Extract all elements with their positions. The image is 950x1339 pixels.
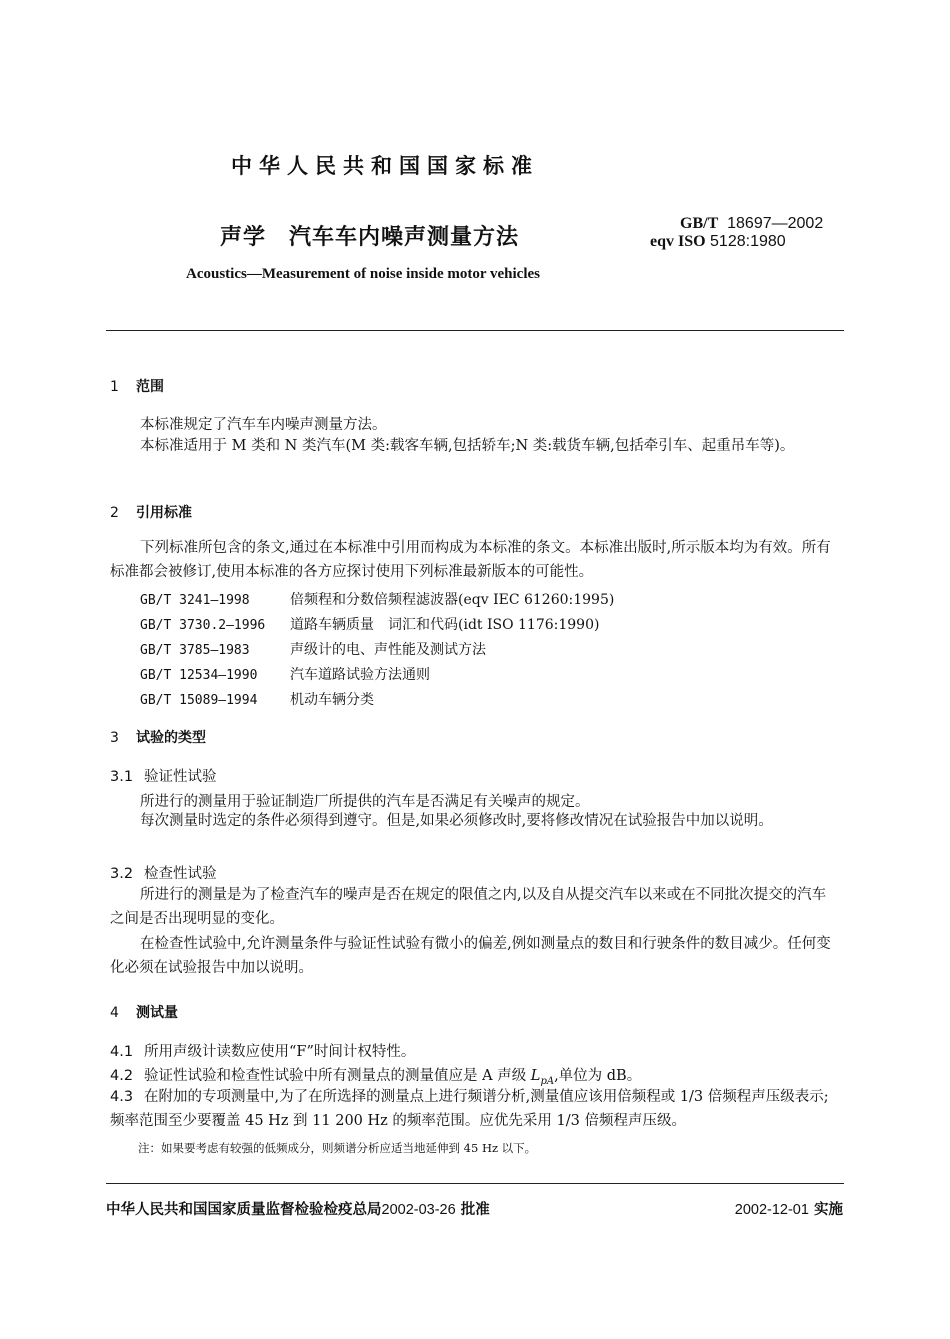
section-title: 测试量 [136, 1005, 178, 1021]
section-1-heading [110, 376, 164, 396]
subsection-text: 所用声级计读数应使用“F”时间计权特性。 [144, 1044, 416, 1060]
reference-title: 道路车辆质量 词汇和代码(idt ISO 1176:1990) [290, 617, 600, 633]
note: 注：如果要考虑有较强的低频成分，则频谱分析应适当地延伸到 45 Hz 以下。 [138, 1141, 537, 1155]
sound-level-subscript: pA [540, 1075, 555, 1087]
reference-item [140, 639, 486, 659]
paragraph: 在检查性试验中,允许测量条件与验证性试验有微小的偏差,例如测量点的数目和行驶条件的数目减少。任何变化必须在试验报告中加以说明。 [110, 936, 831, 976]
standard-code-number: 18697—2002 [727, 215, 824, 232]
paragraph: 本标准适用于 M 类和 N 类汽车(M 类:载客车辆,包括轿车;N 类:载货车辆,包括牵引车、起重吊车等)。 [140, 438, 795, 454]
equivalent-standard [650, 233, 786, 251]
paragraph: 每次测量时选定的条件必须得到遵守。但是,如果必须修改时,要将修改情况在试验报告中加以说明。 [140, 813, 773, 829]
subsection-3-1-heading [110, 765, 217, 786]
subsection-4-2 [110, 1064, 641, 1087]
section-number: 2 [110, 505, 119, 521]
reference-title: 汽车道路试验方法通则 [290, 667, 430, 683]
reference-code: GB/T 3241—1998 [140, 593, 250, 608]
standard-code [680, 215, 823, 233]
subsection-number: 4.1 [110, 1044, 134, 1060]
standard-category: 中华人民共和国国家标准 [231, 154, 539, 178]
subsection-number: 3.1 [110, 769, 134, 785]
reference-item [140, 664, 430, 684]
section-title: 试验的类型 [136, 730, 206, 746]
paragraph: 所进行的测量是为了检查汽车的噪声是否在规定的限值之内,以及自从提交汽车以来或在不同批次提交的汽车之间是否出现明显的变化。 [110, 887, 827, 927]
paragraph: 下列标准所包含的条文,通过在本标准中引用而构成为本标准的条文。本标准出版时,所示版本均为有效。所有标准都会被修订,使用本标准的各方应探讨使用下列标准最新版本的可能性。 [110, 540, 831, 580]
reference-code: GB/T 12534—1990 [140, 668, 258, 683]
reference-item [140, 689, 374, 709]
section-title: 引用标准 [136, 505, 192, 521]
subsection-title: 检查性试验 [144, 866, 217, 882]
section-2-heading [110, 502, 192, 522]
equivalent-number: 5128:1980 [710, 233, 786, 250]
effective-date: 2002-12-01 [734, 1202, 809, 1218]
subsection-number: 4.3 [110, 1089, 134, 1105]
subsection-text: 验证性试验和检查性试验中所有测量点的测量值应是 A 声级 [144, 1068, 531, 1084]
reference-code: GB/T 3785—1983 [140, 643, 250, 658]
section-title: 范围 [136, 379, 164, 395]
paragraph: 本标准规定了汽车车内噪声测量方法。 [140, 417, 387, 433]
subsection-4-3 [110, 1085, 840, 1133]
standard-code-prefix: GB/T [680, 215, 719, 232]
english-title: Acoustics—Measurement of noise inside motor vehicles [186, 266, 540, 282]
reference-item [140, 589, 614, 609]
document-title: 声学 汽车车内噪声测量方法 [220, 225, 520, 250]
header-divider [106, 330, 844, 331]
issuer: 中华人民共和国国家质量监督检验检疫总局 [106, 1202, 382, 1218]
section-number: 3 [110, 730, 119, 746]
reference-title: 机动车辆分类 [290, 692, 374, 708]
subsection-number: 4.2 [110, 1068, 134, 1084]
reference-code: GB/T 3730.2—1996 [140, 618, 266, 633]
section-number: 4 [110, 1005, 119, 1021]
subsection-text-tail: ,单位为 dB。 [554, 1068, 642, 1084]
subsection-number: 3.2 [110, 866, 134, 882]
footer-divider [106, 1183, 844, 1184]
equivalent-prefix: eqv ISO [650, 233, 706, 250]
section-number: 1 [110, 379, 119, 395]
approve-date: 2002-03-26 [381, 1202, 456, 1218]
sound-level-symbol: L [530, 1068, 541, 1084]
reference-title: 声级计的电、声性能及测试方法 [290, 642, 486, 658]
subsection-4-1 [110, 1040, 415, 1061]
section-4-heading [110, 1002, 178, 1022]
effective-line [700, 1198, 843, 1219]
reference-item [140, 614, 599, 634]
section-3-heading [110, 727, 206, 747]
approve-label: 批准 [460, 1202, 490, 1218]
approval-line [106, 1198, 490, 1219]
subsection-3-2-heading [110, 862, 217, 883]
paragraph: 所进行的测量用于验证制造厂所提供的汽车是否满足有关噪声的规定。 [140, 794, 590, 810]
effective-label: 实施 [814, 1202, 843, 1218]
subsection-title: 验证性试验 [144, 769, 217, 785]
reference-title: 倍频程和分数倍频程滤波器(eqv IEC 61260:1995) [290, 592, 615, 608]
reference-code: GB/T 15089—1994 [140, 693, 258, 708]
subsection-text: 在附加的专项测量中,为了在所选择的测量点上进行频谱分析,测量值应该用倍频程或 1/3 倍频程声压级表示;频率范围至少要覆盖 45 Hz 到 11 200 Hz 的频率范围。应优先采用 1/3 倍频程声压级。 [110, 1089, 829, 1129]
